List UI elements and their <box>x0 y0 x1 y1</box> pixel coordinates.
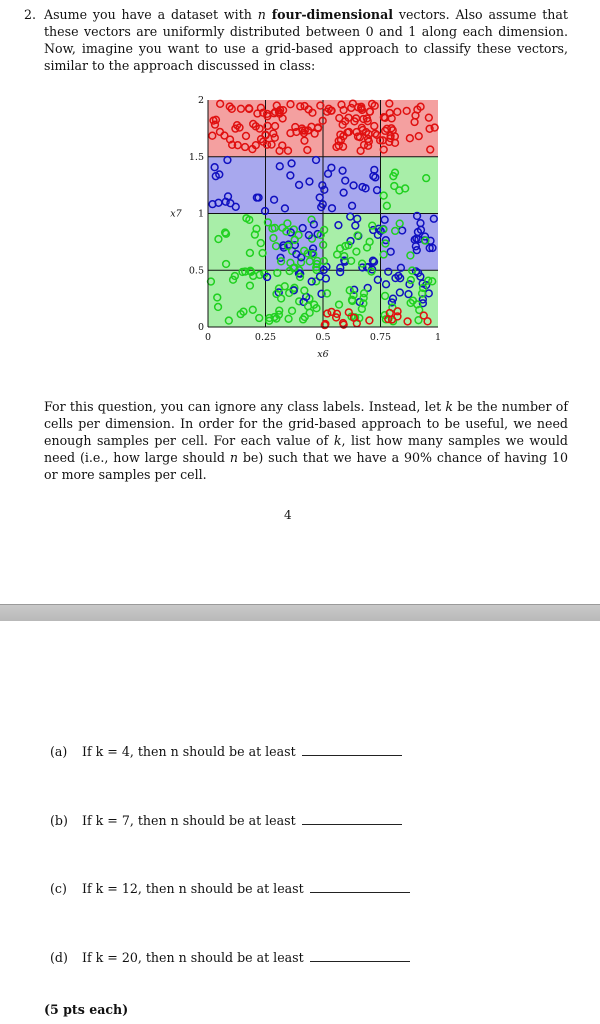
y-axis-label: x7 <box>170 208 182 220</box>
y-tick-label: 1.5 <box>188 151 204 163</box>
region-green-2 <box>381 157 439 214</box>
page-number: 4 <box>284 508 292 522</box>
question-paragraph: For this question, you can ignore any class labels. Instead, let k be the number of cells per dimension. In order for the grid-based approach to be useful, we need enough samples per cell. For each value of k, list how many samples we would need (i.e., how large should n be) such that we have a 90% chance of having 10 or more samples per cell. <box>44 399 568 482</box>
x-tick-label: 0.25 <box>254 332 277 343</box>
part-text: If k = 12, then n should be at least <box>82 881 304 896</box>
answer-blank-a[interactable] <box>302 754 402 756</box>
question-text: 2. Asume you have a dataset with n four-dimensional vectors. Also assume that these vectors are uniformly distributed between 0 and 1 along each dimension. Now, imagine you want to use a grid-based approach to classify these vectors, similar to the approach discussed in class: <box>24 7 568 73</box>
x-tick-label: 1 <box>434 332 442 343</box>
answer-blank-d[interactable] <box>310 960 410 962</box>
part-b <box>50 813 402 828</box>
x-tick-label: 0.75 <box>369 332 392 343</box>
page-separator <box>0 604 600 622</box>
part-c <box>50 881 410 896</box>
part-text: If k = 7, then n should be at least <box>82 813 296 828</box>
part-text: If k = 4, then n should be at least <box>82 744 296 759</box>
part-label: (b) <box>50 813 68 828</box>
part-a <box>50 744 402 759</box>
y-tick-label: 0 <box>197 322 204 333</box>
y-tick-label: 1 <box>197 208 204 220</box>
y-tick-label: 2 <box>197 95 204 106</box>
scatter-figure <box>160 90 460 370</box>
x-tick-label: 0 <box>204 332 212 343</box>
y-tick-label: 0.5 <box>188 265 204 277</box>
part-d <box>50 950 410 965</box>
part-label: (a) <box>50 744 68 759</box>
part-text: If k = 20, then n should be at least <box>82 950 304 965</box>
answer-blank-c[interactable] <box>310 891 410 893</box>
part-label: (d) <box>50 950 68 965</box>
part-label: (c) <box>50 881 67 896</box>
x-axis-label: x6 <box>317 349 329 360</box>
answer-blank-b[interactable] <box>302 823 402 825</box>
points-note: (5 pts each) <box>44 1002 129 1017</box>
x-tick-label: 0.5 <box>315 332 331 343</box>
question-number: 2. <box>24 7 37 22</box>
